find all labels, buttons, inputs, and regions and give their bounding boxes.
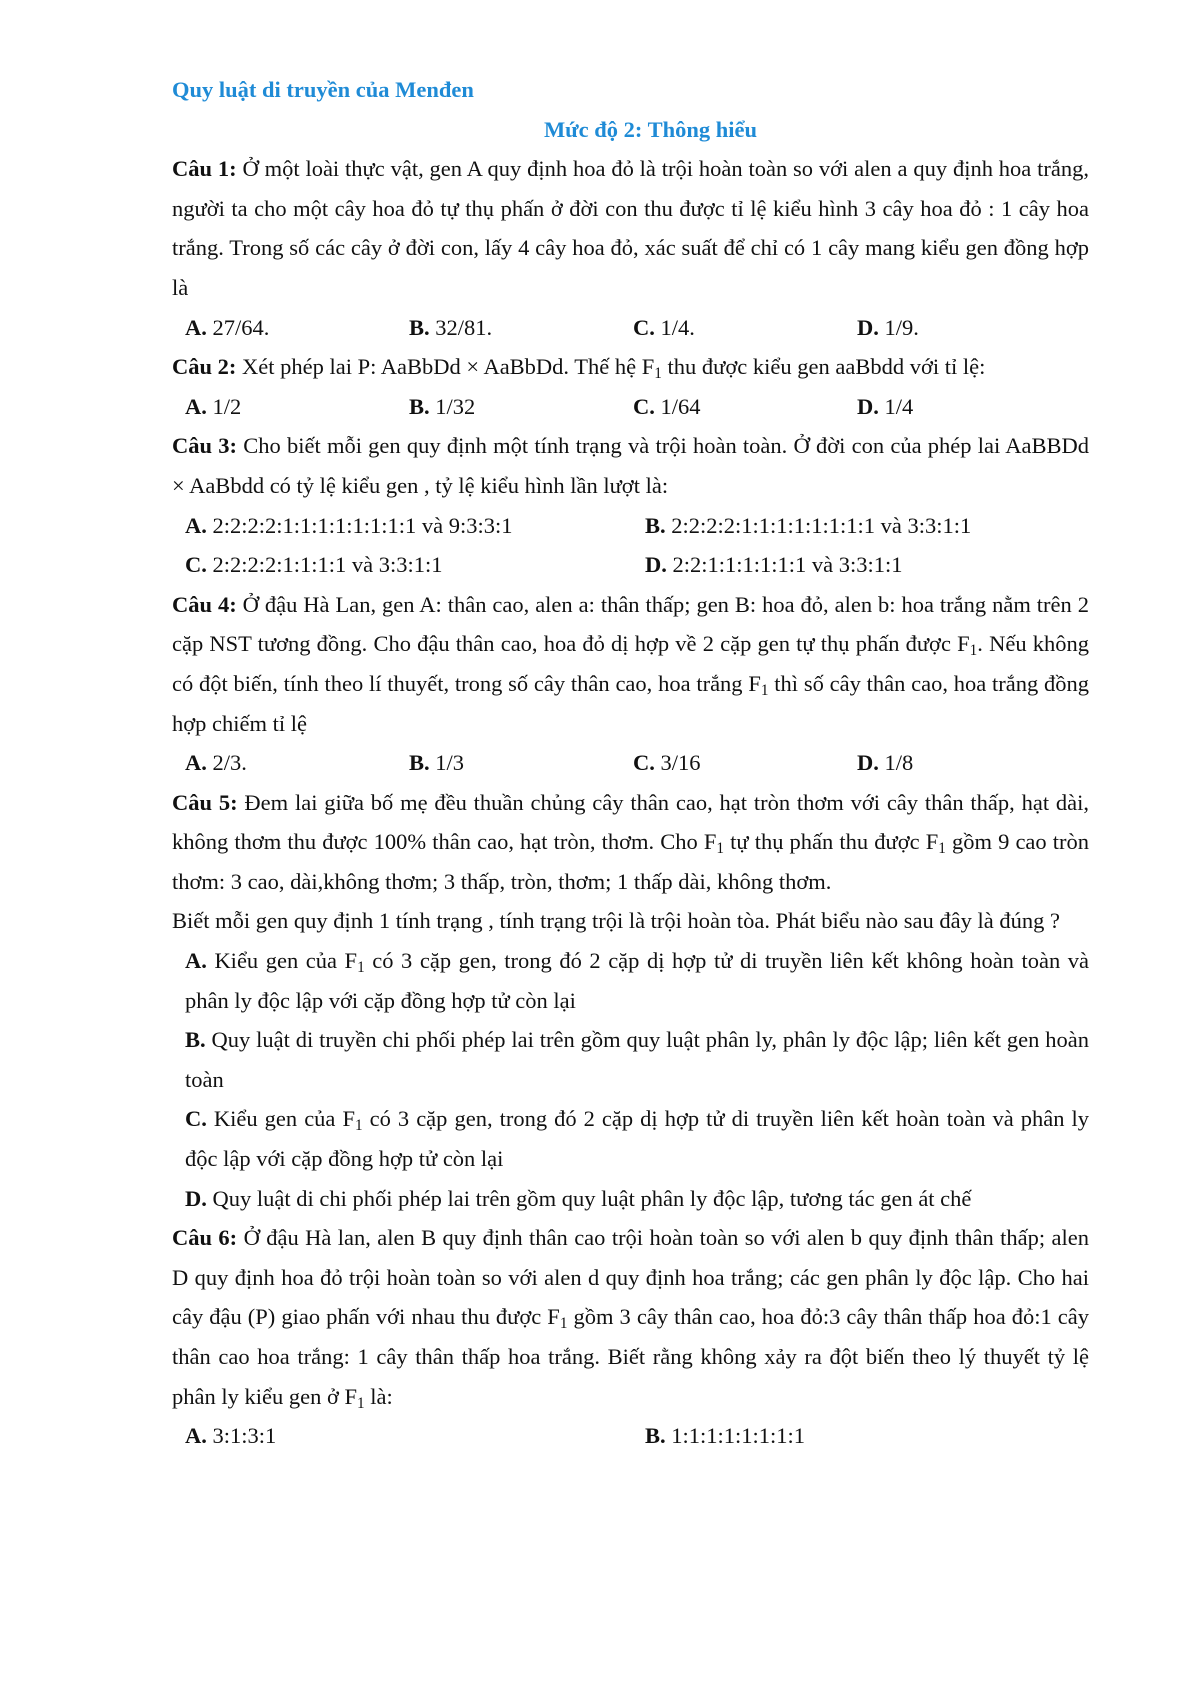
option-letter: A. (185, 750, 207, 776)
option-text: 1/32 (435, 393, 476, 419)
question-5 (172, 783, 1089, 902)
question-2 (172, 347, 1089, 387)
subscript: 1 (559, 1315, 568, 1333)
option-a (185, 1416, 645, 1456)
question-text: gồm 3 cây thân cao, hoa đỏ:3 cây thân thấp hoa đỏ:1 cây thân cao hoa trắng: 1 cây thân thấp hoa trắng. Biết rằng không xảy ra đột biến theo lý thuyết tỷ lệ phân ly kiểu gen ở F (172, 1304, 1089, 1409)
option-d (857, 743, 1081, 783)
level-subtitle: Mức độ 2: Thông hiểu (543, 116, 758, 142)
subscript: 1 (938, 840, 946, 858)
question-label: Câu 6: (172, 1225, 238, 1251)
option-text: 1:1:1:1:1:1:1:1 (671, 1423, 806, 1449)
options-row (172, 506, 1089, 546)
option-text: 27/64. (212, 314, 270, 340)
option-text: 2:2:2:2:1:1:1:1:1:1:1:1 và 3:3:1:1 (671, 512, 972, 538)
option-text: có 3 cặp gen, trong đó 2 cặp dị hợp tử di truyền liên kết hoàn toàn và phân ly độc lập với cặp đồng hợp tử còn lại (185, 1106, 1090, 1172)
option-text: Kiểu gen của F (213, 1106, 355, 1132)
option-b (645, 506, 1105, 546)
option-letter: A. (185, 314, 207, 340)
question-text: tự thụ phấn thu được F (724, 829, 939, 855)
option-d (857, 387, 1081, 427)
option-letter: D. (857, 750, 879, 776)
option-letter: B. (409, 314, 430, 340)
option-letter: D. (645, 552, 667, 578)
subscript: 1 (969, 642, 978, 660)
options-row (172, 387, 1089, 427)
option-text: 1/4. (660, 314, 695, 340)
option-b (409, 308, 633, 348)
question-text: thì số cây thân cao, hoa trắng đồng hợp chiếm tỉ lệ (172, 670, 1089, 736)
option-b (409, 387, 633, 427)
option-c (633, 308, 857, 348)
option-c (633, 743, 857, 783)
option-letter: B. (645, 1423, 666, 1449)
option-letter: A. (185, 393, 207, 419)
option-text: 1/9. (884, 314, 919, 340)
option-letter: A. (185, 948, 207, 974)
question-1 (172, 149, 1089, 307)
option-text: 2:2:2:2:1:1:1:1:1:1:1:1 và 9:3:3:1 (212, 512, 513, 538)
option-letter: C. (633, 314, 655, 340)
question-text: Ở một loài thực vật, gen A quy định hoa đỏ là trội hoàn toàn so với alen a quy định hoa trắng, người ta cho một cây hoa đỏ tự thụ phấn ở đời con thu được tỉ lệ kiểu hình 3 cây hoa đỏ : 1 cây hoa trắng. Trong số các cây ở đời con, lấy 4 cây hoa đỏ, xác suất để chỉ có 1 cây mang kiểu gen đồng hợp là (172, 156, 1089, 300)
option-text: 2/3. (212, 750, 247, 776)
option-a (185, 506, 645, 546)
option-text: 1/4 (884, 393, 914, 419)
options-row (172, 308, 1089, 348)
question-text: Xét phép lai P: AaBbDd × AaBbDd. Thế hệ F (242, 354, 655, 380)
question-3 (172, 426, 1089, 505)
option-text: 2:2:2:2:1:1:1:1 và 3:3:1:1 (212, 552, 443, 578)
question-text: Ở đậu Hà Lan, gen A: thân cao, alen a: thân thấp; gen B: hoa đỏ, alen b: hoa trắng nằm trên 2 cặp NST tương đồng. Cho đậu thân cao, hoa đỏ dị hợp về 2 cặp gen tự thụ phấn được F (172, 591, 1089, 657)
option-b (645, 1416, 1105, 1456)
option-letter: B. (185, 1027, 206, 1053)
subscript: 1 (654, 364, 662, 382)
option-b (172, 1020, 1089, 1099)
option-letter: B. (409, 750, 430, 776)
question-text: gồm 9 cao tròn thơm: 3 cao, dài,không thơm; 3 thấp, tròn, thơm; 1 thấp dài, không thơm. (172, 829, 1090, 894)
option-a (185, 743, 409, 783)
option-letter: D. (857, 314, 879, 340)
question-label: Câu 3: (172, 433, 237, 459)
option-text: Quy luật di truyền chi phối phép lai trên gồm quy luật phân ly, phân ly độc lập; liên kết gen hoàn toàn (185, 1027, 1089, 1092)
question-4 (172, 585, 1089, 743)
option-c (172, 1099, 1089, 1178)
option-d (645, 545, 1105, 585)
document-page (172, 70, 1089, 1456)
question-label: Câu 5: (172, 789, 238, 815)
option-letter: C. (185, 552, 207, 578)
question-text: là: (364, 1383, 393, 1409)
subscript: 1 (357, 958, 365, 976)
option-letter: C. (185, 1106, 207, 1132)
option-letter: B. (409, 393, 430, 419)
option-c (633, 387, 857, 427)
option-letter: A. (185, 1423, 207, 1449)
question-label: Câu 1: (172, 156, 237, 182)
option-text: 2:2:1:1:1:1:1:1 và 3:3:1:1 (672, 552, 903, 578)
options-row (172, 743, 1089, 783)
question-label: Câu 4: (172, 591, 237, 617)
question-text: Cho biết mỗi gen quy định một tính trạng và trội hoàn toàn. Ở đời con của phép lai AaBBDd × AaBbdd có tỷ lệ kiểu gen , tỷ lệ kiểu hình lần lượt là: (172, 433, 1089, 498)
subscript: 1 (716, 840, 725, 858)
option-a (185, 308, 409, 348)
question-6 (172, 1218, 1089, 1416)
option-text: Quy luật di chi phối phép lai trên gồm quy luật phân ly độc lập, tương tác gen át chế (212, 1185, 972, 1211)
question-text: Đem lai giữa bố mẹ đều thuần chủng cây thân cao, hạt tròn thơm với cây thân thấp, hạt dài, không thơm thu được 100% thân cao, hạt tròn, thơm. Cho F (172, 789, 1090, 855)
option-text: 1/64 (660, 393, 701, 419)
question-text: . Nếu không có đột biến, tính theo lí thuyết, trong số cây thân cao, hoa trắng F (172, 631, 1089, 696)
option-text: 3:1:3:1 (212, 1423, 277, 1449)
option-letter: D. (857, 393, 879, 419)
option-a (185, 387, 409, 427)
document-title: Quy luật di truyền của Menđen (172, 77, 474, 102)
option-letter: D. (185, 1185, 207, 1211)
option-text: 32/81. (435, 314, 493, 340)
question-label: Câu 2: (172, 354, 237, 380)
option-c (185, 545, 645, 585)
option-letter: C. (633, 393, 655, 419)
option-b (409, 743, 633, 783)
option-letter: A. (185, 512, 207, 538)
question-5-prompt: Biết mỗi gen quy định 1 tính trạng , tính trạng trội là trội hoàn tòa. Phát biểu nào sau đây là đúng ? (172, 908, 1060, 934)
subscript: 1 (357, 1394, 365, 1412)
option-text: 1/2 (212, 393, 242, 419)
option-d (172, 1179, 1089, 1219)
options-row (172, 1416, 1089, 1456)
question-text: Ở đậu Hà lan, alen B quy định thân cao trội hoàn toàn so với alen b quy định thân thấp; alen D quy định hoa đỏ trội hoàn toàn so với alen d quy định hoa trắng; các gen phân ly độc lập. Cho hai cây đậu (P) giao phấn với nhau thu được F (172, 1225, 1089, 1330)
question-text: thu được kiểu gen aaBbdd với tỉ lệ: (661, 354, 986, 380)
option-letter: B. (645, 512, 666, 538)
option-letter: C. (633, 750, 655, 776)
option-d (857, 308, 1081, 348)
option-text: có 3 cặp gen, trong đó 2 cặp dị hợp tử di truyền liên kết không hoàn toàn và phân ly độc lập với cặp đồng hợp tử còn lại (185, 948, 1090, 1013)
options-row (172, 545, 1089, 585)
option-a (172, 941, 1089, 1020)
option-text: 1/8 (884, 750, 914, 776)
option-text: 1/3 (435, 750, 465, 776)
option-text: 3/16 (660, 750, 701, 776)
subscript: 1 (760, 681, 769, 699)
option-text: Kiểu gen của F (214, 948, 358, 974)
subscript: 1 (354, 1117, 363, 1135)
